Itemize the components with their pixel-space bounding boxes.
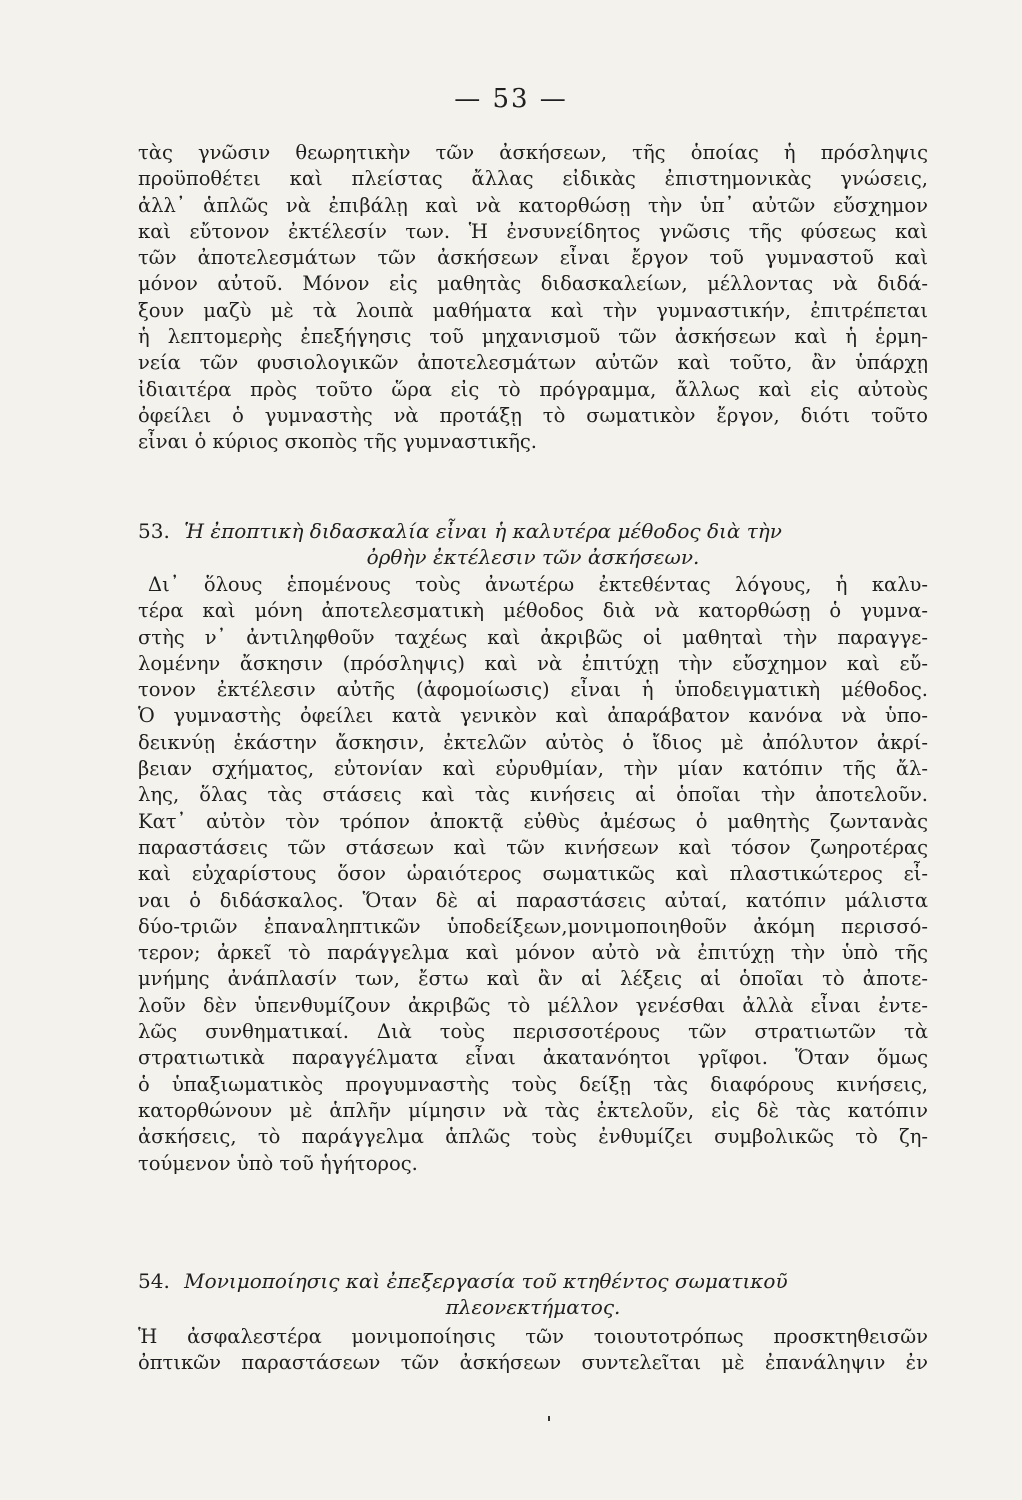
text-line: στρατιωτικὰ παραγγέλματα εἶναι ἀκατανόητοι γρῖφοι. Ὅταν ὅμως xyxy=(138,1046,928,1070)
text-line: Δι᾽ ὅλους ἑπομένους τοὺς ἀνωτέρω ἐκτεθέντας λόγους, ἡ καλυ- xyxy=(148,573,928,596)
text-line: Ὁ γυμναστὴς ὀφείλει κατὰ γενικὸν καὶ ἀπαράβατον κανόνα νὰ ὑπο- xyxy=(138,704,928,728)
text-line: τὰς γνῶσιν θεωρητικὴν τῶν ἀσκήσεων, τῆς ὁποίας ἡ πρόσληψις xyxy=(138,141,928,164)
text-line: κατορθώνουν μὲ ἁπλῆν μίμησιν νὰ τὰς ἐκτελοῦν, εἰς δὲ τὰς κατόπιν xyxy=(138,1098,928,1122)
text-line: τονον ἐκτέλεσιν αὐτῆς (ἀφομοίωσις) εἶναι ἡ ὑποδειγματικὴ μέθοδος. xyxy=(138,678,928,702)
text-line: ἀλλ᾽ ἁπλῶς νὰ ἐπιβάλῃ καὶ νὰ κατορθώσῃ τὴν ὑπ᾽ αὐτῶν εὔσχημον xyxy=(138,193,928,217)
text-line: εἶναι ὁ κύριος σκοπὸς τῆς γυμναστικῆς. xyxy=(138,430,538,454)
section-53-heading xyxy=(138,518,928,570)
text-line: μνήμης ἀνάπλασίν των, ἔστω καὶ ἂν αἱ λέξεις αἱ ὁποῖαι τὸ ἀποτε- xyxy=(138,967,928,991)
text-line: Ἡ ἀσφαλεστέρα μονιμοποίησις τῶν τοιουτοτρόπως προσκτηθεισῶν xyxy=(138,1325,928,1348)
text-line: ἰδιαιτέρα πρὸς τοῦτο ὥρα εἰς τὸ πρόγραμμα, ἄλλως καὶ εἰς αὐτοὺς xyxy=(138,377,928,401)
text-line: παραστάσεις τῶν στάσεων καὶ τῶν κινήσεων καὶ τόσον ζωηροτέρας xyxy=(138,835,928,859)
text-line: τῶν ἀποτελεσμάτων τῶν ἀσκήσεων εἶναι ἔργον τοῦ γυμναστοῦ καὶ xyxy=(138,246,928,270)
text-line: τούμενον ὑπὸ τοῦ ἡγήτορος. xyxy=(138,1151,418,1175)
text-line: ναι ὁ διδάσκαλος. Ὅταν δὲ αἱ παραστάσεις αὐταί, κατόπιν μάλιστα xyxy=(138,888,928,912)
page-number: — 53 — xyxy=(454,84,568,114)
text-line: Κατ᾽ αὐτὸν τὸν τρόπον ἀποκτᾷ εὐθὺς ἀμέσως ὁ μαθητὴς ζωντανὰς xyxy=(138,809,928,833)
section-title-line-1: Μονιμοποίησις καὶ ἐπεξεργασία τοῦ κτηθέντος σωματικοῦ xyxy=(184,1269,788,1293)
section-54-heading xyxy=(138,1268,928,1320)
text-line: στὴς ν᾽ ἀντιληφθοῦν ταχέως καὶ ἀκριβῶς οἱ μαθηταὶ τὴν παραγγε- xyxy=(138,625,928,649)
section-title-line-1: Ἡ ἐποπτικὴ διδασκαλία εἶναι ἡ καλυτέρα μέθοδος διὰ τὴν xyxy=(184,519,782,543)
section-number: 53. xyxy=(138,519,170,543)
text-line: δεικνύῃ ἑκάστην ἄσκησιν, ἐκτελῶν αὐτὸς ὁ ἴδιος μὲ ἀπόλυτον ἀκρί- xyxy=(138,730,928,754)
paragraph-2 xyxy=(138,572,928,1177)
text-line: καὶ εὔτονον ἐκτέλεσίν των. Ἡ ἐνσυνείδητος γνῶσις τῆς φύσεως καὶ xyxy=(138,219,928,243)
section-number: 54. xyxy=(138,1269,170,1293)
text-line: ἡ λεπτομερὴς ἐπεξήγησις τοῦ μηχανισμοῦ τῶν ἀσκήσεων καὶ ἡ ἑρμη- xyxy=(138,325,928,349)
section-title-line-2: πλεονεκτήματος. xyxy=(445,1295,621,1319)
ink-mark xyxy=(548,1416,550,1421)
text-line: τερον; ἀρκεῖ τὸ παράγγελμα καὶ μόνον αὐτὸ νὰ ἐπιτύχῃ τὴν ὑπὸ τῆς xyxy=(138,941,928,965)
text-line: τέρα καὶ μόνη ἀποτελεσματικὴ μέθοδος διὰ νὰ κατορθώσῃ ὁ γυμνα- xyxy=(138,599,928,623)
text-line: καὶ εὐχαρίστους ὅσον ὡραιότερος σωματικῶς καὶ πλαστικώτερος εἶ- xyxy=(138,862,928,886)
text-line: λομένην ἄσκησιν (πρόσληψις) καὶ νὰ ἐπιτύχῃ τὴν εὔσχημον καὶ εὔ- xyxy=(138,651,928,675)
text-line: μόνον αὐτοῦ. Μόνον εἰς μαθητὰς διδασκαλείων, μέλλοντας νὰ διδά- xyxy=(138,272,928,296)
text-line: βειαν σχήματος, εὐτονίαν καὶ εὐρυθμίαν, τὴν μίαν κατόπιν τῆς ἄλ- xyxy=(138,757,928,781)
text-line: ἀσκήσεις, τὸ παράγγελμα ἁπλῶς τοὺς ἐνθυμίζει συμβολικῶς τὸ ζη- xyxy=(138,1125,928,1149)
text-line: ξουν μαζὺ μὲ τὰ λοιπὰ μαθήματα καὶ τὴν γυμναστικήν, ἐπιτρέπεται xyxy=(138,298,928,322)
text-line: δύο-τριῶν ἐπαναληπτικῶν ὑποδείξεων,μονιμοποιηθοῦν ἀκόμη περισσό- xyxy=(138,914,928,938)
text-line: ὀφείλει ὁ γυμναστὴς νὰ προτάξῃ τὸ σωματικὸν ἔργον, διότι τοῦτο xyxy=(138,403,928,427)
paragraph-3 xyxy=(138,1324,928,1377)
section-title-line-2: ὀρθὴν ἐκτέλεσιν τῶν ἀσκήσεων. xyxy=(366,545,700,569)
text-line: προϋποθέτει καὶ πλείστας ἄλλας εἰδικὰς ἐπιστημονικὰς γνώσεις, xyxy=(138,167,928,191)
text-line: ὀπτικῶν παραστάσεων τῶν ἀσκήσεων συντελεῖται μὲ ἐπανάληψιν ἐν xyxy=(138,1351,928,1375)
text-line: ὁ ὑπαξιωματικὸς προγυμναστὴς τοὺς δείξῃ τὰς διαφόρους κινήσεις, xyxy=(138,1072,928,1096)
text-line: λῶς συνθηματικαί. Διὰ τοὺς περισσοτέρους τῶν στρατιωτῶν τὰ xyxy=(138,1020,928,1044)
text-line: λης, ὅλας τὰς στάσεις καὶ τὰς κινήσεις αἱ ὁποῖαι τὴν ἀποτελοῦν. xyxy=(138,783,928,807)
text-line: νεία τῶν φυσιολογικῶν ἀποτελεσμάτων αὐτῶν καὶ τοῦτο, ἂν ὑπάρχῃ xyxy=(138,351,928,375)
text-line: λοῦν δὲν ὑπενθυμίζουν ἀκριβῶς τὸ μέλλον γενέσθαι ἀλλὰ εἶναι ἐντε- xyxy=(138,993,928,1017)
paragraph-1 xyxy=(138,140,928,456)
